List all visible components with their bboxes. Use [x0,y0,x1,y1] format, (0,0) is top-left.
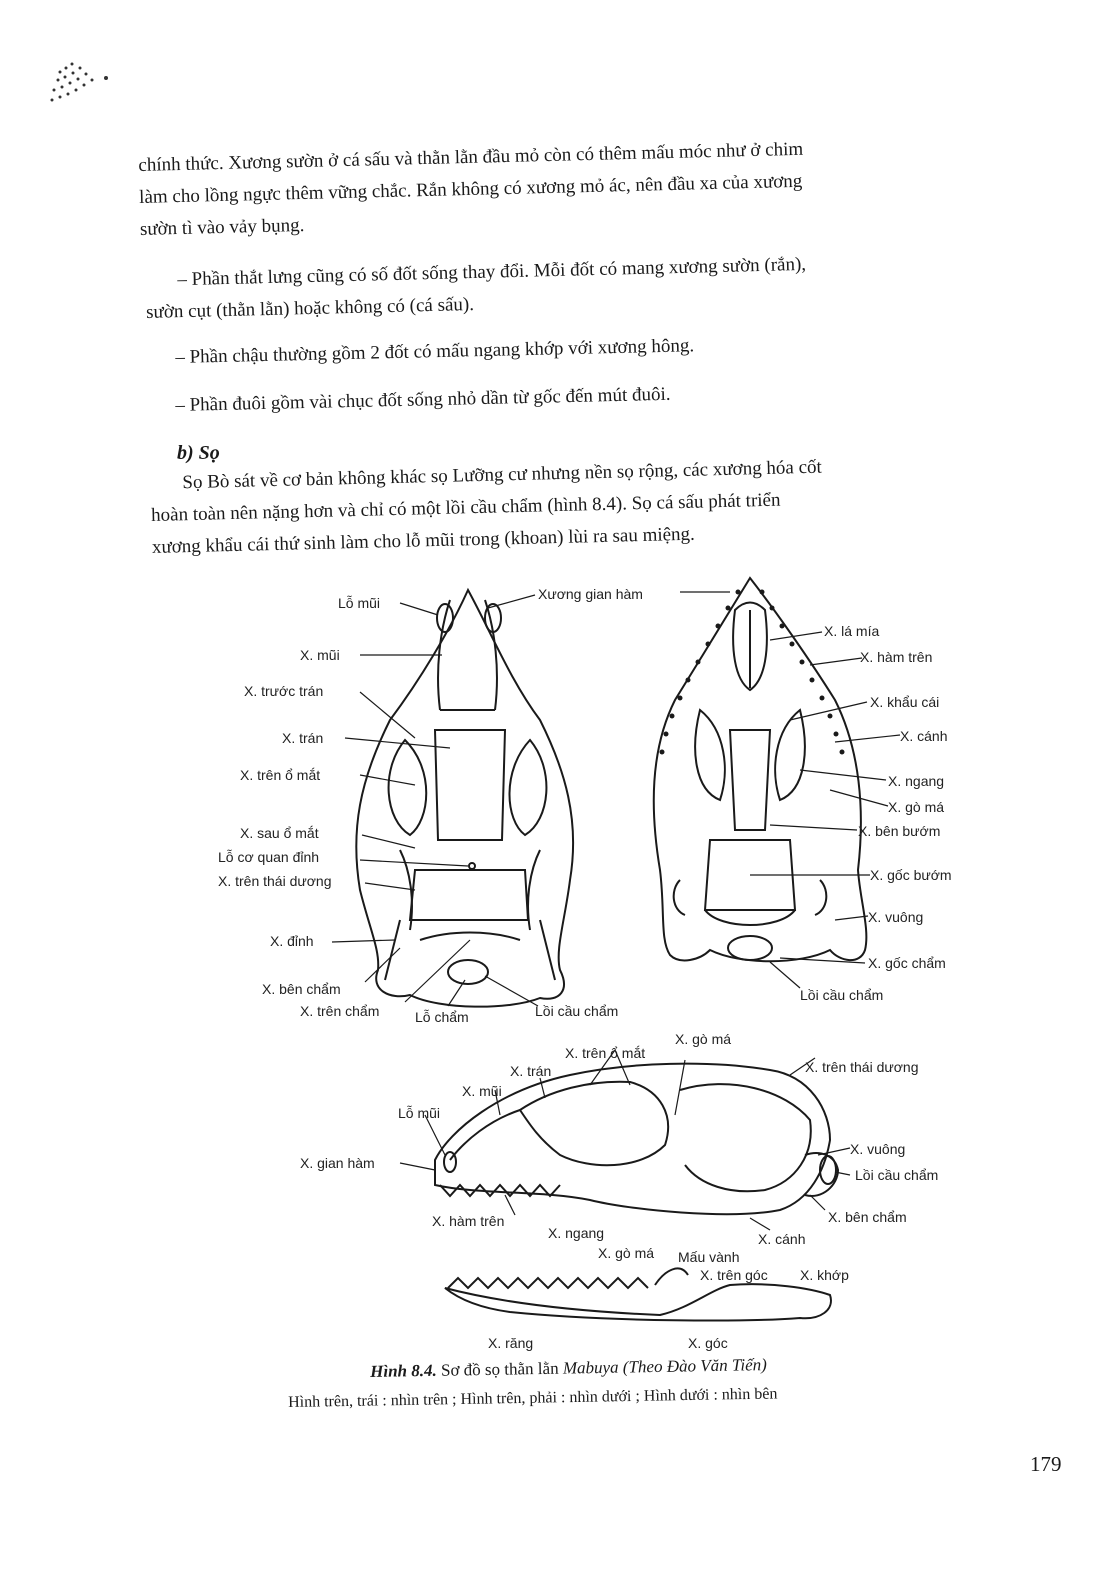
text-line: – Phần chậu thường gồm 2 đốt có mấu ngang khớp với xương hông. [175,335,695,368]
label-x-truoc-tran: X. trước trán [244,683,324,699]
label-x-khau-cai: X. khẩu cái [870,694,940,710]
label-lat-x-tren-goc: X. trên góc [700,1267,768,1283]
text-line: hoàn toàn nên nặng hơn và chỉ có một lồi cầu chẩm (hình 8.4). Sọ cá sấu phát triển [150,489,781,526]
label-lat-x-tren-o-mat: X. trên ổ mắt [565,1045,646,1061]
dorsal-skull-drawing [356,590,573,1007]
paragraph-sacral [175,330,694,374]
label-lo-mui: Lỗ mũi [338,595,381,611]
text-line: – Phần thắt lưng cũng có số đốt sống thay đổi. Mỗi đốt có mang xương sườn (rắn), [177,253,807,291]
figure-number: Hình 8.4. [370,1360,437,1381]
label-x-vuong: X. vuông [868,909,924,925]
label-lat-x-ham-tren: X. hàm trên [432,1213,505,1229]
label-lat-x-vuong: X. vuông [850,1141,906,1157]
label-x-ham-tren: X. hàm trên [860,649,933,665]
label-lat-x-canh: X. cánh [758,1231,806,1247]
label-x-la-mia: X. lá mía [824,623,880,639]
label-lat-x-gian-ham: X. gian hàm [300,1155,375,1171]
label-x-tren-cham: X. trên chẩm [300,1003,380,1019]
label-x-tren-o-mat: X. trên ổ mắt [240,767,321,783]
paragraph-caudal [175,379,671,422]
paragraph-lumbar [145,249,807,329]
label-lat-x-rang: X. răng [488,1335,534,1351]
label-x-goc-cham: X. gốc chẩm [868,955,946,971]
label-x-canh: X. cánh [900,728,948,744]
label-loi-cau-cham-ventral: Lồi cầu chẩm [800,987,884,1003]
text-line: Sọ Bò sát về cơ bản không khác sọ Lưỡng cư nhưng nền sọ rộng, các xương hóa cốt [182,456,823,494]
label-loi-cau-cham: Lồi cầu chẩm [535,1003,619,1019]
label-lo-co-quan-dinh: Lỗ cơ quan đỉnh [218,849,320,865]
label-x-ben-cham: X. bên chẩm [262,981,341,997]
label-x-ben-buom: X. bên bướm [858,823,941,839]
label-lat-x-ngang: X. ngang [548,1225,605,1241]
figure-caption [370,1355,767,1382]
scanner-stamp-mark [40,50,110,120]
text-line: sườn cụt (thằn lằn) hoặc không có (cá sấu). [145,293,475,323]
skull-figure [210,570,990,1351]
caption-source: (Theo Đào Văn Tiến) [622,1355,767,1377]
label-lat-x-mui: X. mũi [462,1083,502,1099]
page-number: 179 [1030,1452,1062,1476]
label-lat-x-go-ma-lower: X. gò má [598,1245,655,1261]
label-x-tren-thai-duong: X. trên thái dương [218,873,332,889]
label-x-goc-buom: X. gốc bướm [870,867,952,883]
lateral-skull-drawing [435,1064,838,1321]
label-leader-lines [332,592,900,1230]
label-x-ngang: X. ngang [888,773,945,789]
label-lat-x-khop: X. khớp [800,1267,849,1283]
paragraph-skull [150,452,824,564]
section-heading: b) Sọ [177,442,220,464]
label-lat-x-ben-cham: X. bên chẩm [828,1209,907,1225]
text-line: làm cho lồng ngực thêm vững chắc. Rắn không có xương mỏ ác, nên đầu xa của xương [138,170,803,208]
label-lat-x-go-ma: X. gò má [675,1031,732,1047]
label-x-tran: X. trán [282,730,324,746]
label-lat-x-tran: X. trán [510,1063,552,1079]
text-line: – Phần đuôi gồm vài chục đốt sống nhỏ dần từ gốc đến mút đuôi. [175,383,671,416]
caption-title: Sơ đồ sọ thằn lằn [440,1358,559,1380]
figure-subcaption: Hình trên, trái : nhìn trên ; Hình trên, phải : nhìn dưới ; Hình dưới : nhìn bên [288,1385,778,1411]
text-line: chính thức. Xương sườn ở cá sấu và thằn lằn đầu mỏ còn có thêm mấu móc như ở chim [138,138,804,176]
label-x-mui: X. mũi [300,647,340,663]
label-lat-loi-cau-cham: Lồi cầu chẩm [855,1167,939,1183]
label-lat-mau-vanh: Mấu vành [678,1249,740,1265]
text-line: xương khẩu cái thứ sinh làm cho lỗ mũi trong (khoan) lùi ra sau miệng. [151,523,696,558]
label-lat-x-tren-thai-duong: X. trên thái dương [805,1059,919,1075]
text-line: sườn tì vào vảy bụng. [139,214,305,240]
label-lat-x-goc: X. góc [688,1335,728,1351]
label-x-sau-o-mat: X. sau ổ mắt [240,825,319,841]
caption-genus: Mabuya [562,1357,619,1378]
paragraph-ribs [138,134,805,246]
label-lat-lo-mui: Lỗ mũi [398,1105,441,1121]
label-x-dinh: X. đỉnh [270,933,314,949]
label-lo-cham: Lỗ chẩm [415,1009,469,1025]
label-xuong-gian-ham: Xương gian hàm [538,586,643,602]
label-x-go-ma: X. gò má [888,799,945,815]
